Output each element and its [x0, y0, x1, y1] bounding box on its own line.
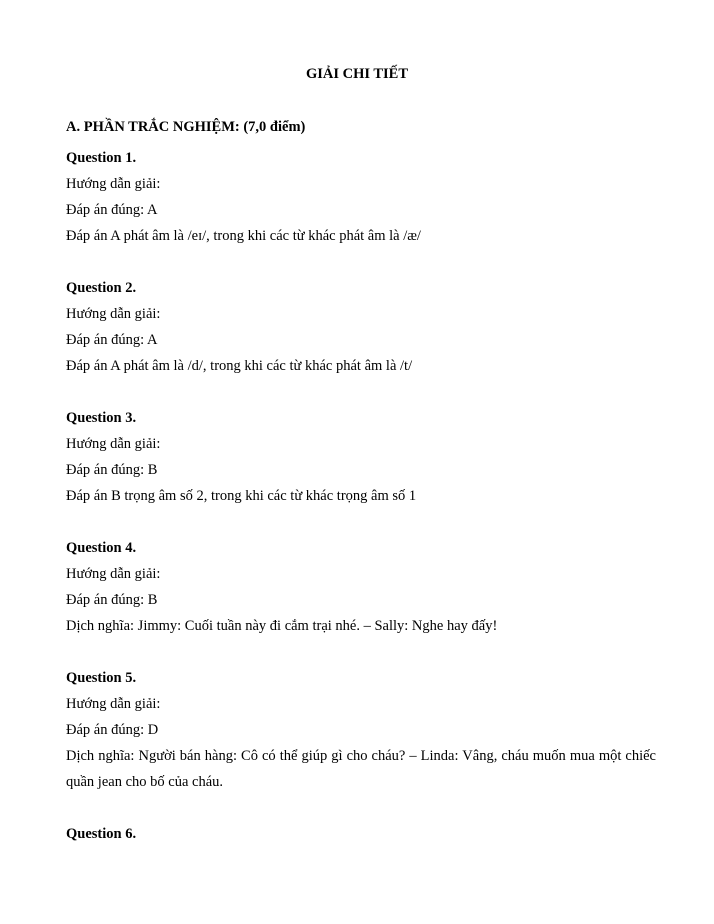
question-block-1 [66, 145, 656, 249]
question-block-4 [66, 535, 656, 639]
question-guide: Hướng dẫn giải: [66, 566, 161, 582]
question-list [66, 145, 656, 873]
question-explanation: Đáp án A phát âm là /eɪ/, trong khi các từ khác phát âm là /æ/ [66, 228, 421, 244]
question-block-5 [66, 665, 656, 795]
question-explanation: Đáp án A phát âm là /d/, trong khi các từ khác phát âm là /t/ [66, 358, 413, 374]
question-guide: Hướng dẫn giải: [66, 176, 161, 192]
question-guide: Hướng dẫn giải: [66, 436, 161, 452]
question-guide: Hướng dẫn giải: [66, 696, 161, 712]
question-block-6 [66, 821, 656, 847]
question-title: Question 1. [66, 150, 137, 166]
question-answer: Đáp án đúng: D [66, 722, 159, 738]
question-explanation: Dịch nghĩa: Người bán hàng: Cô có thể giúp gì cho cháu? – Linda: Vâng, cháu muốn mua một chiếc quần jean cho bố của cháu. [66, 748, 656, 790]
question-answer: Đáp án đúng: A [66, 202, 158, 218]
question-title: Question 4. [66, 540, 137, 556]
section-heading: A. PHẦN TRẮC NGHIỆM: (7,0 điểm) [66, 119, 306, 135]
question-guide: Hướng dẫn giải: [66, 306, 161, 322]
question-answer: Đáp án đúng: B [66, 462, 158, 478]
question-title: Question 6. [66, 826, 137, 842]
question-title: Question 3. [66, 410, 137, 426]
question-block-2 [66, 275, 656, 379]
page-title: GIẢI CHI TIẾT [305, 66, 409, 82]
question-answer: Đáp án đúng: B [66, 592, 158, 608]
question-title: Question 5. [66, 670, 137, 686]
question-explanation: Dịch nghĩa: Jimmy: Cuối tuần này đi cắm trại nhé. – Sally: Nghe hay đấy! [66, 618, 498, 634]
question-block-3 [66, 405, 656, 509]
question-answer: Đáp án đúng: A [66, 332, 158, 348]
question-explanation: Đáp án B trọng âm số 2, trong khi các từ khác trọng âm số 1 [66, 488, 417, 504]
question-title: Question 2. [66, 280, 137, 296]
